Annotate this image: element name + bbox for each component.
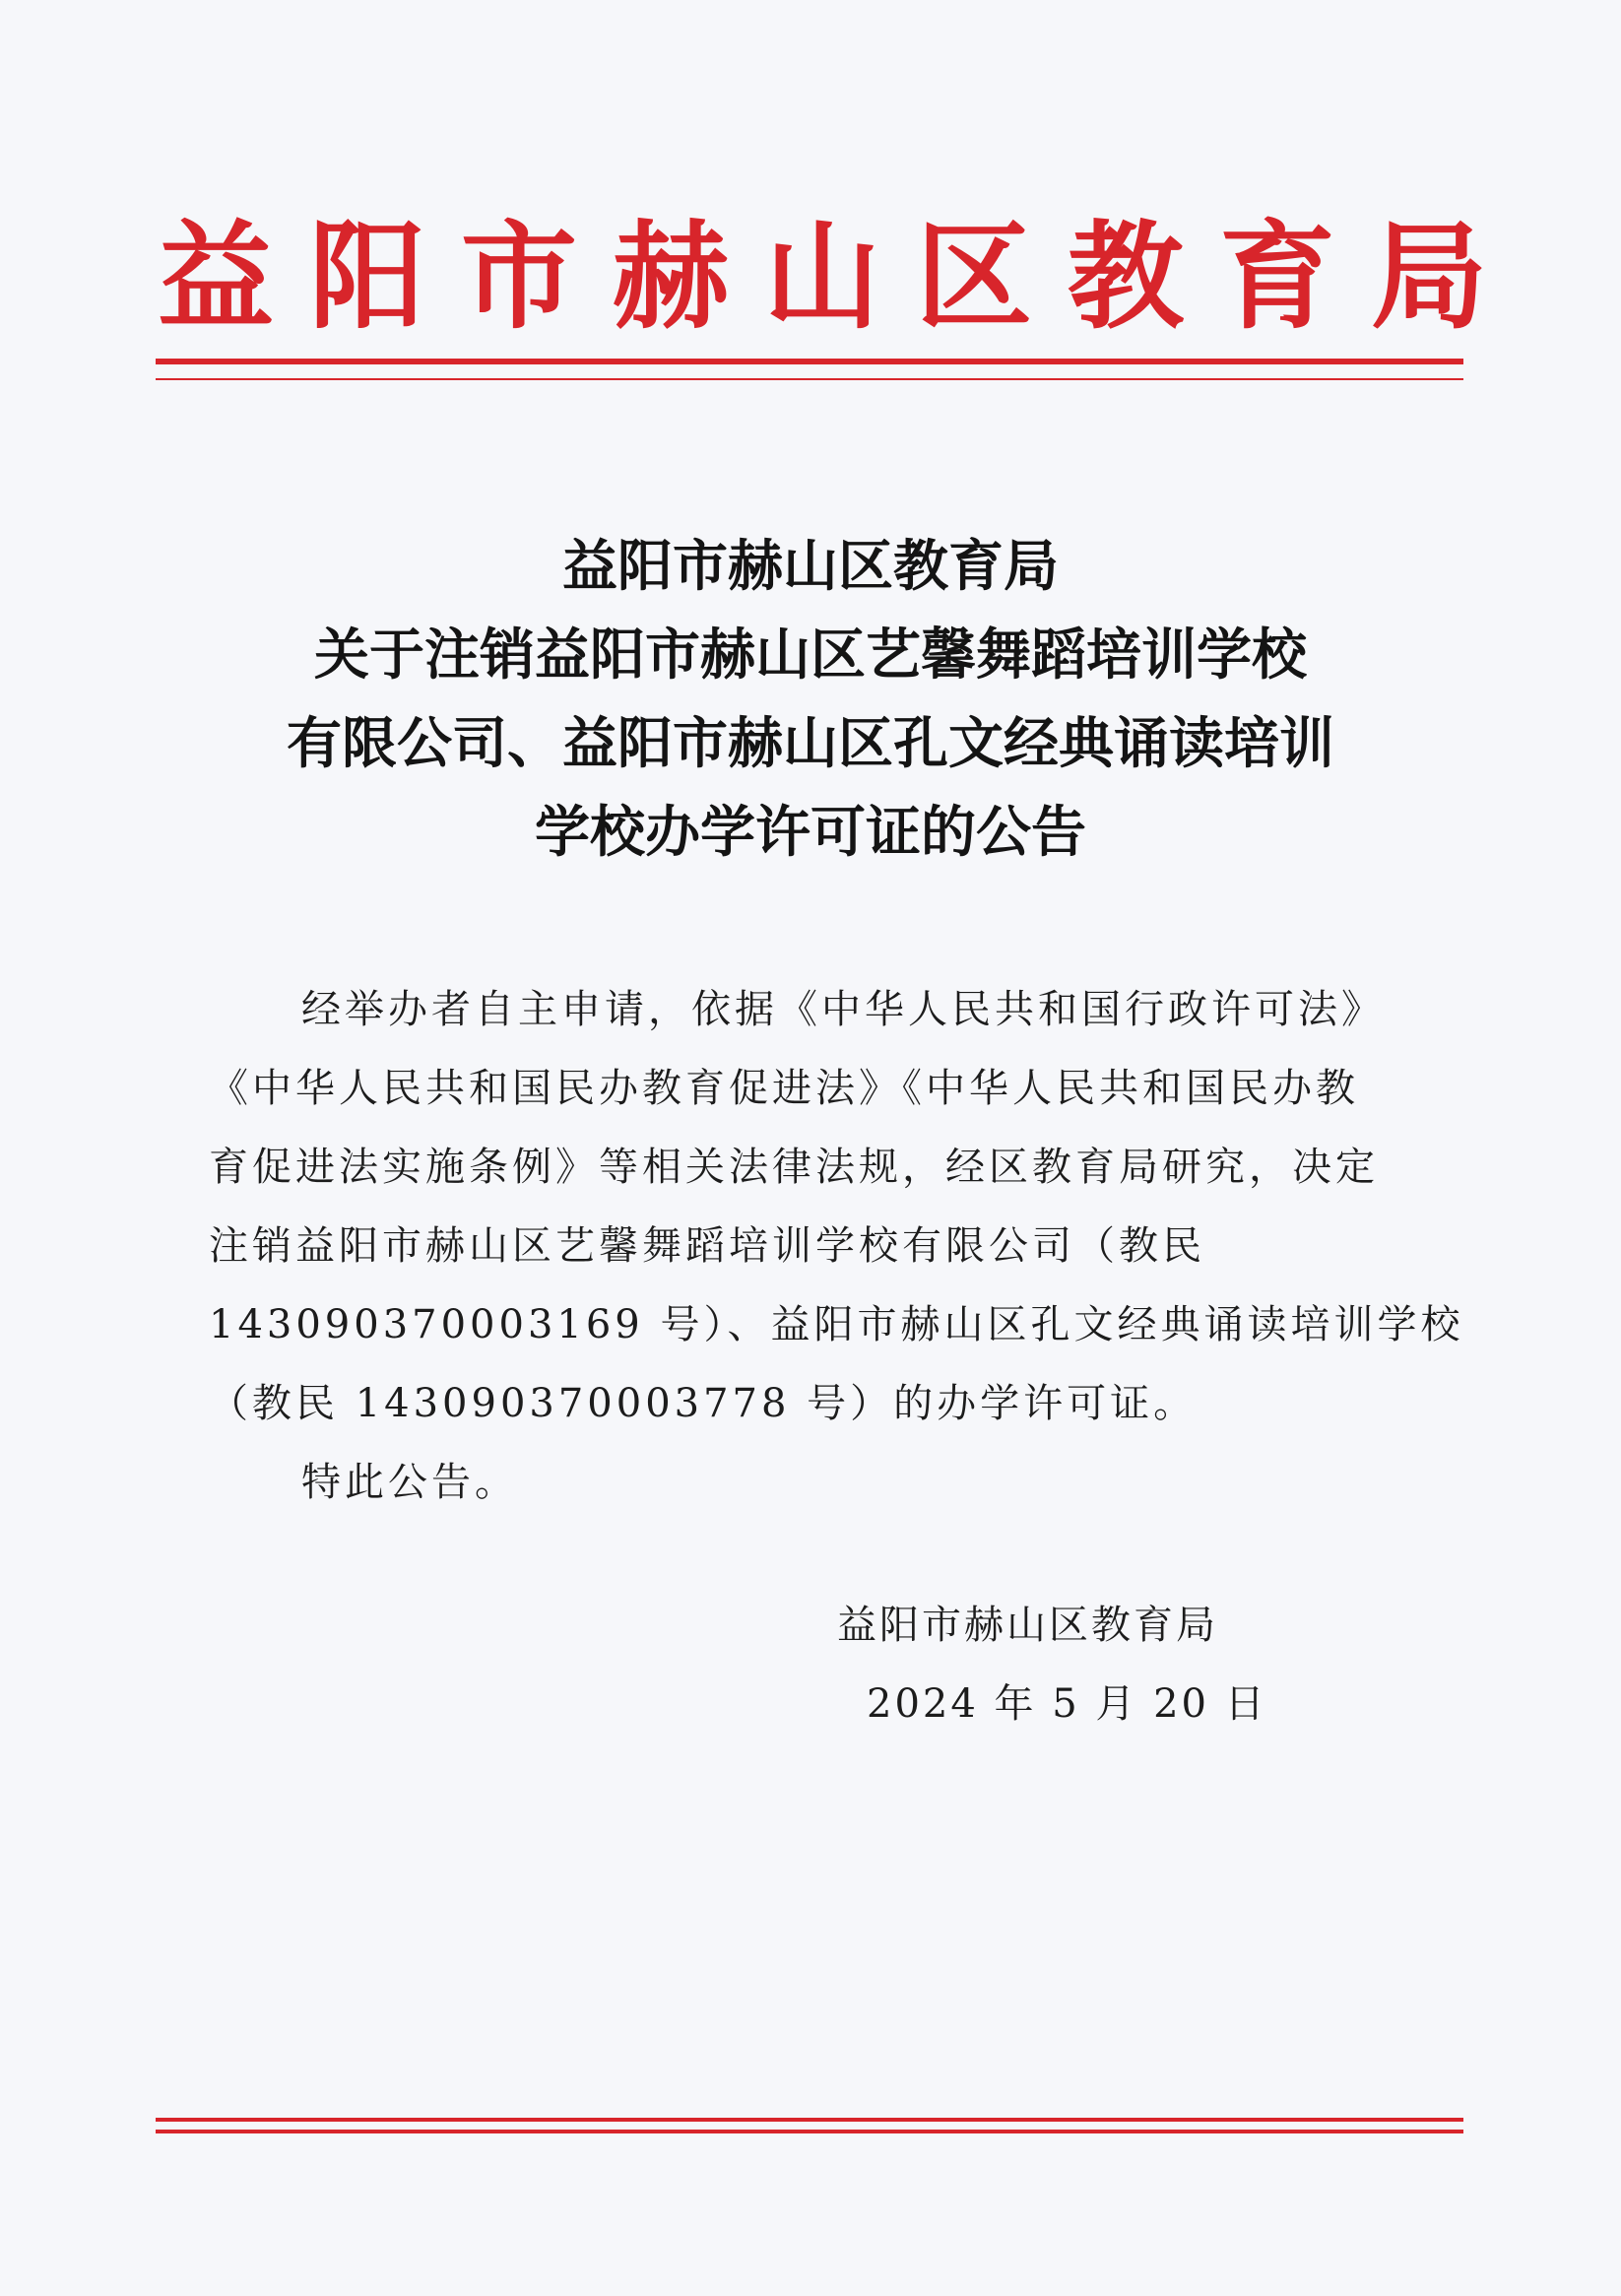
title-line: 关于注销益阳市赫山区艺馨舞蹈培训学校 — [314, 623, 1307, 688]
footer-rule-thick — [156, 2118, 1463, 2122]
body-line: 《中华人民共和国民办教育促进法》《中华人民共和国民办教 — [209, 1066, 1359, 1111]
body-line: 143090370003169 号）、益阳市赫山区孔文经典诵读培训学校 — [209, 1302, 1464, 1347]
issuer-name: 益阳市赫山区教育局 — [837, 1603, 1218, 1648]
title-line: 益阳市赫山区教育局 — [562, 534, 1059, 599]
body-line: 经举办者自主申请，依据《中华人民共和国行政许可法》 — [301, 987, 1385, 1032]
header-rule-thin — [156, 378, 1463, 380]
footer-rule-thin — [156, 2130, 1463, 2133]
body-line: （教民 143090370003778 号）的办学许可证。 — [209, 1381, 1198, 1426]
signature-block — [837, 1586, 1329, 1743]
issue-date: 2024 年 5 月 20 日 — [867, 1681, 1267, 1727]
title-line: 学校办学许可证的公告 — [535, 800, 1086, 865]
notice-title — [158, 522, 1463, 877]
body-line: 注销益阳市赫山区艺馨舞蹈培训学校有限公司（教民 — [209, 1223, 1205, 1269]
header-rule-thick — [156, 359, 1463, 364]
body-line: 育促进法实施条例》等相关法律法规，经区教育局研究，决定 — [209, 1145, 1379, 1190]
closing-line: 特此公告。 — [301, 1460, 518, 1505]
title-line: 有限公司、益阳市赫山区孔文经典诵读培训 — [287, 711, 1334, 776]
notice-body — [209, 970, 1464, 1522]
agency-header: 益阳市赫山区教育局 — [158, 208, 1524, 345]
